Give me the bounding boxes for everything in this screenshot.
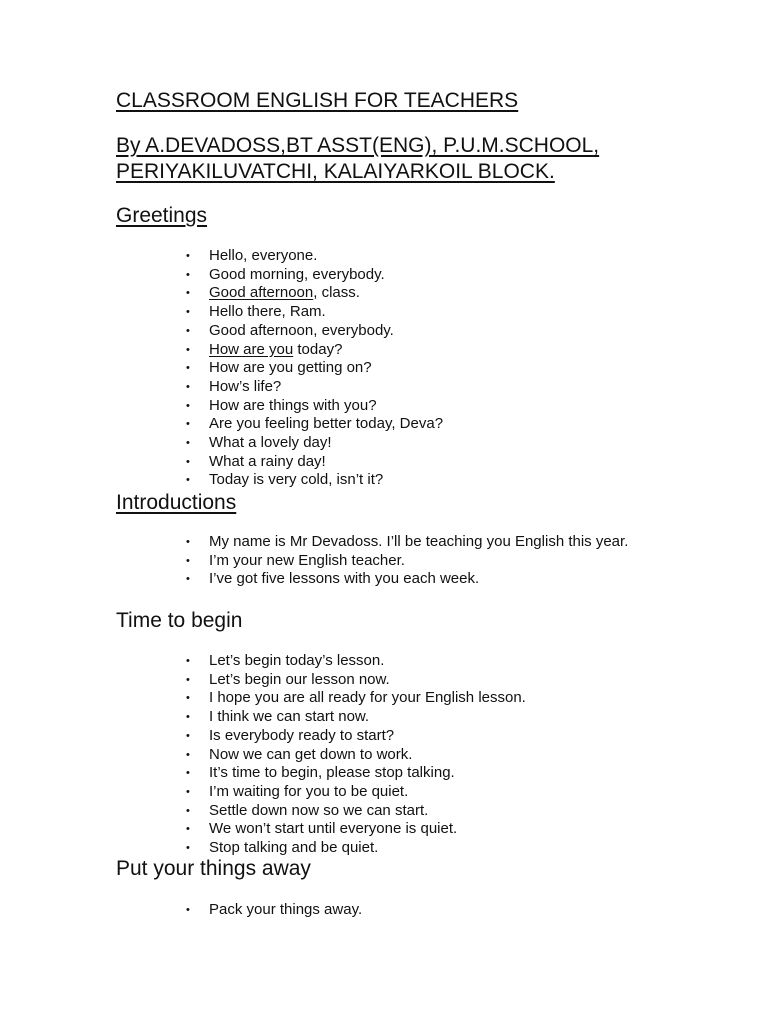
list-item-text: Settle down now so we can start. xyxy=(209,801,429,819)
bullet-icon: • xyxy=(186,785,190,798)
list-item xyxy=(0,247,649,266)
list-item-text: Hello, everyone. xyxy=(209,247,318,264)
list-item-text: today? xyxy=(293,340,343,358)
bullet-icon: • xyxy=(186,842,190,855)
list-item-text: Pack your things away. xyxy=(209,901,363,918)
list-item-text: Let’s begin today’s lesson. xyxy=(209,652,385,669)
list-item-text: Are you feeling better today, Deva? xyxy=(209,415,444,433)
list-item xyxy=(0,397,649,416)
list-item xyxy=(0,746,649,765)
list-item xyxy=(0,322,649,341)
list-item-text: It’s time to begin, please stop talking. xyxy=(209,764,455,782)
put-things-away-list xyxy=(0,901,649,920)
list-item xyxy=(0,453,649,472)
list-item-text: What a lovely day! xyxy=(209,434,332,452)
list-item xyxy=(0,266,649,285)
section-heading-put-things-away: Put your things away xyxy=(116,857,311,880)
time-to-begin-list xyxy=(0,652,649,858)
section-heading-introductions: Introductions xyxy=(116,491,237,514)
bullet-icon: • xyxy=(186,343,190,356)
list-item xyxy=(0,671,649,690)
bullet-icon: • xyxy=(186,729,190,742)
bullet-icon: • xyxy=(186,536,190,548)
list-item-text: How’s life? xyxy=(209,377,282,395)
bullet-icon: • xyxy=(186,250,190,262)
bullet-icon: • xyxy=(186,748,190,761)
list-item-text: I think we can start now. xyxy=(209,708,370,726)
list-item xyxy=(0,727,649,746)
list-item xyxy=(0,901,649,920)
list-item xyxy=(0,839,649,858)
bullet-icon: • xyxy=(186,767,190,780)
list-item xyxy=(0,303,649,322)
bullet-icon: • xyxy=(186,418,190,431)
list-item-text: I hope you are all ready for your English lesson. xyxy=(209,689,526,707)
greetings-list xyxy=(0,247,649,490)
list-item xyxy=(0,533,649,552)
list-item-text: Let’s begin our lesson now. xyxy=(209,670,390,688)
section-heading-time-to-begin: Time to begin xyxy=(116,609,243,632)
byline-line-2: PERIYAKILUVATCHI, KALAIYARKOIL BLOCK. xyxy=(116,160,555,183)
list-item xyxy=(0,783,649,802)
bullet-icon: • xyxy=(186,399,190,412)
bullet-icon: • xyxy=(186,655,190,667)
section-heading-greetings: Greetings xyxy=(116,204,208,227)
list-item-text: Good morning, everybody. xyxy=(209,265,385,283)
list-item xyxy=(0,284,649,303)
list-item-underlined-text: Good afternoon xyxy=(209,284,314,302)
list-item xyxy=(0,471,649,490)
list-item-text: Is everybody ready to start? xyxy=(209,726,395,744)
list-item xyxy=(0,764,649,783)
bullet-icon: • xyxy=(186,673,190,686)
bullet-icon: • xyxy=(186,554,190,567)
list-item-text: , class. xyxy=(313,284,360,302)
bullet-icon: • xyxy=(186,904,190,916)
list-item xyxy=(0,434,649,453)
list-item xyxy=(0,552,649,571)
document-title: CLASSROOM ENGLISH FOR TEACHERS xyxy=(116,89,519,112)
bullet-icon: • xyxy=(186,287,190,300)
author-byline xyxy=(116,133,736,185)
list-item xyxy=(0,359,649,378)
list-item xyxy=(0,570,649,589)
bullet-icon: • xyxy=(186,380,190,393)
list-item xyxy=(0,708,649,727)
list-item-text: Now we can get down to work. xyxy=(209,745,413,763)
list-item-text: How are you getting on? xyxy=(209,359,372,377)
list-item-text: Stop talking and be quiet. xyxy=(209,839,379,857)
list-item xyxy=(0,341,649,360)
bullet-icon: • xyxy=(186,268,190,281)
bullet-icon: • xyxy=(186,823,190,836)
list-item xyxy=(0,652,649,671)
list-item xyxy=(0,802,649,821)
list-item-text: I’m waiting for you to be quiet. xyxy=(209,782,409,800)
list-item-text: I’m your new English teacher. xyxy=(209,551,405,569)
bullet-icon: • xyxy=(186,692,190,705)
byline-line-1: By A.DEVADOSS,BT ASST(ENG), P.U.M.SCHOOL, xyxy=(116,134,600,157)
bullet-icon: • xyxy=(186,437,190,450)
bullet-icon: • xyxy=(186,455,190,468)
bullet-icon: • xyxy=(186,324,190,337)
bullet-icon: • xyxy=(186,362,190,375)
bullet-icon: • xyxy=(186,474,190,487)
list-item-text: My name is Mr Devadoss. I’ll be teaching you English this year. xyxy=(209,533,629,550)
list-item xyxy=(0,378,649,397)
list-item xyxy=(0,415,649,434)
bullet-icon: • xyxy=(186,804,190,817)
introductions-list xyxy=(0,533,649,589)
list-item-text: I’ve got five lessons with you each week. xyxy=(209,570,480,588)
list-item xyxy=(0,689,649,708)
list-item-text: Today is very cold, isn’t it? xyxy=(209,471,384,489)
list-item-text: Hello there, Ram. xyxy=(209,303,326,321)
list-item-text: What a rainy day! xyxy=(209,452,326,470)
list-item-underlined-text: How are you xyxy=(209,340,294,358)
bullet-icon: • xyxy=(186,573,190,586)
list-item xyxy=(0,820,649,839)
bullet-icon: • xyxy=(186,306,190,319)
bullet-icon: • xyxy=(186,711,190,724)
list-item-text: How are things with you? xyxy=(209,396,377,414)
list-item-text: We won’t start until everyone is quiet. xyxy=(209,820,458,838)
list-item-text: Good afternoon, everybody. xyxy=(209,321,394,339)
